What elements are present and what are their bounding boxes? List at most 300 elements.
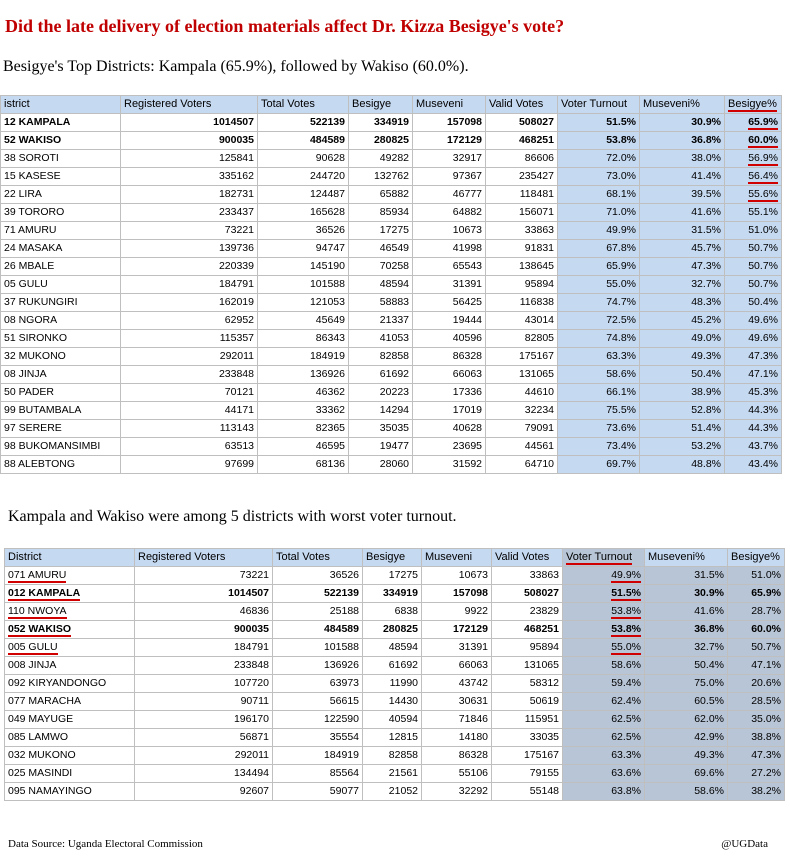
value-cell: 60.0% <box>725 132 782 150</box>
value-cell: 63973 <box>273 675 363 693</box>
value-cell: 49282 <box>349 150 413 168</box>
value-cell: 49.9% <box>558 222 640 240</box>
value-cell: 36526 <box>273 567 363 585</box>
table-row <box>1 132 782 150</box>
value-cell: 65.9% <box>558 258 640 276</box>
value-cell: 62.5% <box>563 711 645 729</box>
page-title: Did the late delivery of election materials affect Dr. Kizza Besigye's vote? <box>5 16 565 36</box>
value-cell: 74.8% <box>558 330 640 348</box>
value-cell: 131065 <box>486 366 558 384</box>
value-cell: 38.2% <box>728 783 785 801</box>
value-cell: 86328 <box>422 747 492 765</box>
value-cell: 334919 <box>363 585 422 603</box>
value-cell: 73.4% <box>558 438 640 456</box>
value-cell: 138645 <box>486 258 558 276</box>
value-cell: 31391 <box>413 276 486 294</box>
value-cell: 61692 <box>363 657 422 675</box>
value-cell: 33035 <box>492 729 563 747</box>
table-row <box>1 204 782 222</box>
value-cell: 235427 <box>486 168 558 186</box>
value-cell: 33863 <box>492 567 563 585</box>
value-cell: 172129 <box>413 132 486 150</box>
value-cell: 19444 <box>413 312 486 330</box>
value-cell: 233848 <box>121 366 258 384</box>
column-header: Besigye% <box>725 96 782 114</box>
value-cell: 48594 <box>363 639 422 657</box>
value-cell: 97699 <box>121 456 258 474</box>
table-row <box>5 693 785 711</box>
value-cell: 51.5% <box>563 585 645 603</box>
value-cell: 46595 <box>258 438 349 456</box>
district-cell: 26 MBALE <box>1 258 121 276</box>
value-cell: 50.7% <box>728 639 785 657</box>
value-cell: 101588 <box>273 639 363 657</box>
district-cell: 077 MARACHA <box>5 693 135 711</box>
value-cell: 41.6% <box>640 204 725 222</box>
district-cell: 32 MUKONO <box>1 348 121 366</box>
value-cell: 49.9% <box>563 567 645 585</box>
district-cell: 71 AMURU <box>1 222 121 240</box>
value-cell: 484589 <box>273 621 363 639</box>
value-cell: 184791 <box>135 639 273 657</box>
table-row <box>1 168 782 186</box>
value-cell: 41.4% <box>640 168 725 186</box>
value-cell: 66063 <box>413 366 486 384</box>
value-cell: 116838 <box>486 294 558 312</box>
table-row <box>1 312 782 330</box>
value-cell: 56.4% <box>725 168 782 186</box>
value-cell: 51.0% <box>725 222 782 240</box>
table-row <box>5 567 785 585</box>
value-cell: 35554 <box>273 729 363 747</box>
value-cell: 122590 <box>273 711 363 729</box>
value-cell: 14180 <box>422 729 492 747</box>
value-cell: 92607 <box>135 783 273 801</box>
value-cell: 21337 <box>349 312 413 330</box>
value-cell: 121053 <box>258 294 349 312</box>
value-cell: 12815 <box>363 729 422 747</box>
value-cell: 28.5% <box>728 693 785 711</box>
value-cell: 86343 <box>258 330 349 348</box>
value-cell: 280825 <box>349 132 413 150</box>
value-cell: 65.9% <box>728 585 785 603</box>
value-cell: 17275 <box>363 567 422 585</box>
value-cell: 220339 <box>121 258 258 276</box>
district-cell: 15 KASESE <box>1 168 121 186</box>
value-cell: 79091 <box>486 420 558 438</box>
table-row <box>1 186 782 204</box>
value-cell: 50.4% <box>725 294 782 312</box>
value-cell: 38.9% <box>640 384 725 402</box>
value-cell: 40594 <box>363 711 422 729</box>
value-cell: 67.8% <box>558 240 640 258</box>
table-row <box>1 456 782 474</box>
value-cell: 55.1% <box>725 204 782 222</box>
value-cell: 145190 <box>258 258 349 276</box>
value-cell: 522139 <box>258 114 349 132</box>
value-cell: 468251 <box>492 621 563 639</box>
value-cell: 131065 <box>492 657 563 675</box>
value-cell: 69.6% <box>645 765 728 783</box>
value-cell: 28.7% <box>728 603 785 621</box>
value-cell: 46836 <box>135 603 273 621</box>
twitter-handle: @UGData <box>721 838 768 850</box>
column-header: Voter Turnout <box>558 96 640 114</box>
district-cell: 032 MUKONO <box>5 747 135 765</box>
district-cell: 52 WAKISO <box>1 132 121 150</box>
value-cell: 46777 <box>413 186 486 204</box>
column-header: Museveni% <box>640 96 725 114</box>
value-cell: 17019 <box>413 402 486 420</box>
district-cell: 08 NGORA <box>1 312 121 330</box>
value-cell: 184919 <box>273 747 363 765</box>
value-cell: 32.7% <box>645 639 728 657</box>
column-header: istrict <box>1 96 121 114</box>
district-cell: 98 BUKOMANSIMBI <box>1 438 121 456</box>
value-cell: 55.0% <box>563 639 645 657</box>
table-row <box>5 603 785 621</box>
value-cell: 196170 <box>135 711 273 729</box>
value-cell: 136926 <box>273 657 363 675</box>
value-cell: 50619 <box>492 693 563 711</box>
value-cell: 47.3% <box>728 747 785 765</box>
value-cell: 58.6% <box>558 366 640 384</box>
value-cell: 79155 <box>492 765 563 783</box>
worst-turnout-table <box>4 548 785 801</box>
district-cell: 092 KIRYANDONGO <box>5 675 135 693</box>
table-row <box>5 675 785 693</box>
value-cell: 43014 <box>486 312 558 330</box>
value-cell: 292011 <box>135 747 273 765</box>
value-cell: 52.8% <box>640 402 725 420</box>
value-cell: 134494 <box>135 765 273 783</box>
value-cell: 32917 <box>413 150 486 168</box>
value-cell: 47.3% <box>640 258 725 276</box>
value-cell: 85934 <box>349 204 413 222</box>
value-cell: 43.7% <box>725 438 782 456</box>
value-cell: 62.0% <box>645 711 728 729</box>
value-cell: 61692 <box>349 366 413 384</box>
value-cell: 41.6% <box>645 603 728 621</box>
value-cell: 63.3% <box>563 747 645 765</box>
value-cell: 64710 <box>486 456 558 474</box>
district-cell: 085 LAMWO <box>5 729 135 747</box>
value-cell: 9922 <box>422 603 492 621</box>
value-cell: 50.7% <box>725 240 782 258</box>
value-cell: 95894 <box>492 639 563 657</box>
value-cell: 1014507 <box>121 114 258 132</box>
value-cell: 55148 <box>492 783 563 801</box>
value-cell: 55106 <box>422 765 492 783</box>
district-cell: 012 KAMPALA <box>5 585 135 603</box>
value-cell: 53.8% <box>558 132 640 150</box>
value-cell: 59.4% <box>563 675 645 693</box>
value-cell: 75.5% <box>558 402 640 420</box>
value-cell: 44561 <box>486 438 558 456</box>
value-cell: 55.6% <box>725 186 782 204</box>
value-cell: 59077 <box>273 783 363 801</box>
column-header: Registered Voters <box>121 96 258 114</box>
value-cell: 900035 <box>135 621 273 639</box>
value-cell: 44.3% <box>725 420 782 438</box>
value-cell: 85564 <box>273 765 363 783</box>
value-cell: 51.0% <box>728 567 785 585</box>
value-cell: 132762 <box>349 168 413 186</box>
value-cell: 82858 <box>349 348 413 366</box>
value-cell: 14294 <box>349 402 413 420</box>
value-cell: 157098 <box>422 585 492 603</box>
value-cell: 51.5% <box>558 114 640 132</box>
value-cell: 43.4% <box>725 456 782 474</box>
value-cell: 17275 <box>349 222 413 240</box>
value-cell: 175167 <box>492 747 563 765</box>
district-cell: 025 MASINDI <box>5 765 135 783</box>
column-header: District <box>5 549 135 567</box>
table-row <box>5 585 785 603</box>
value-cell: 32234 <box>486 402 558 420</box>
value-cell: 65543 <box>413 258 486 276</box>
value-cell: 20223 <box>349 384 413 402</box>
value-cell: 50.4% <box>645 657 728 675</box>
value-cell: 62.5% <box>563 729 645 747</box>
column-header: Museveni% <box>645 549 728 567</box>
value-cell: 73221 <box>121 222 258 240</box>
district-cell: 99 BUTAMBALA <box>1 402 121 420</box>
value-cell: 27.2% <box>728 765 785 783</box>
value-cell: 31.5% <box>645 567 728 585</box>
value-cell: 6838 <box>363 603 422 621</box>
value-cell: 115951 <box>492 711 563 729</box>
value-cell: 72.0% <box>558 150 640 168</box>
value-cell: 41053 <box>349 330 413 348</box>
column-header: Valid Votes <box>492 549 563 567</box>
value-cell: 63513 <box>121 438 258 456</box>
value-cell: 23695 <box>413 438 486 456</box>
value-cell: 30.9% <box>640 114 725 132</box>
value-cell: 42.9% <box>645 729 728 747</box>
table-row <box>1 330 782 348</box>
value-cell: 292011 <box>121 348 258 366</box>
value-cell: 71846 <box>422 711 492 729</box>
value-cell: 35.0% <box>728 711 785 729</box>
value-cell: 49.6% <box>725 330 782 348</box>
value-cell: 56871 <box>135 729 273 747</box>
value-cell: 508027 <box>492 585 563 603</box>
value-cell: 48594 <box>349 276 413 294</box>
district-cell: 110 NWOYA <box>5 603 135 621</box>
district-cell: 12 KAMPALA <box>1 114 121 132</box>
district-cell: 22 LIRA <box>1 186 121 204</box>
district-cell: 05 GULU <box>1 276 121 294</box>
value-cell: 66.1% <box>558 384 640 402</box>
value-cell: 68.1% <box>558 186 640 204</box>
value-cell: 14430 <box>363 693 422 711</box>
district-cell: 08 JINJA <box>1 366 121 384</box>
table-row <box>1 240 782 258</box>
value-cell: 17336 <box>413 384 486 402</box>
value-cell: 46362 <box>258 384 349 402</box>
data-source-note: Data Source: Uganda Electoral Commission <box>8 838 203 850</box>
value-cell: 65882 <box>349 186 413 204</box>
value-cell: 44.3% <box>725 402 782 420</box>
value-cell: 41998 <box>413 240 486 258</box>
value-cell: 30631 <box>422 693 492 711</box>
district-cell: 37 RUKUNGIRI <box>1 294 121 312</box>
column-header: Museveni <box>422 549 492 567</box>
value-cell: 49.3% <box>645 747 728 765</box>
value-cell: 10673 <box>413 222 486 240</box>
value-cell: 40596 <box>413 330 486 348</box>
value-cell: 44171 <box>121 402 258 420</box>
table-row <box>5 765 785 783</box>
value-cell: 70121 <box>121 384 258 402</box>
value-cell: 162019 <box>121 294 258 312</box>
district-cell: 24 MASAKA <box>1 240 121 258</box>
table-row <box>1 420 782 438</box>
value-cell: 45.3% <box>725 384 782 402</box>
value-cell: 522139 <box>273 585 363 603</box>
district-cell: 005 GULU <box>5 639 135 657</box>
value-cell: 56425 <box>413 294 486 312</box>
value-cell: 73.0% <box>558 168 640 186</box>
table-row <box>1 384 782 402</box>
value-cell: 95894 <box>486 276 558 294</box>
table-row <box>5 747 785 765</box>
table-row <box>5 657 785 675</box>
value-cell: 175167 <box>486 348 558 366</box>
value-cell: 58.6% <box>563 657 645 675</box>
value-cell: 48.8% <box>640 456 725 474</box>
value-cell: 11990 <box>363 675 422 693</box>
value-cell: 21052 <box>363 783 422 801</box>
table-row <box>1 258 782 276</box>
value-cell: 47.1% <box>728 657 785 675</box>
value-cell: 184791 <box>121 276 258 294</box>
value-cell: 49.6% <box>725 312 782 330</box>
value-cell: 68136 <box>258 456 349 474</box>
value-cell: 335162 <box>121 168 258 186</box>
value-cell: 50.7% <box>725 258 782 276</box>
value-cell: 90628 <box>258 150 349 168</box>
table-row <box>1 402 782 420</box>
value-cell: 280825 <box>363 621 422 639</box>
value-cell: 233437 <box>121 204 258 222</box>
value-cell: 508027 <box>486 114 558 132</box>
value-cell: 53.8% <box>563 621 645 639</box>
value-cell: 45.7% <box>640 240 725 258</box>
value-cell: 73221 <box>135 567 273 585</box>
value-cell: 32292 <box>422 783 492 801</box>
top-districts-subtitle: Besigye's Top Districts: Kampala (65.9%), followed by Wakiso (60.0%). <box>3 58 469 75</box>
value-cell: 101588 <box>258 276 349 294</box>
table-row <box>1 276 782 294</box>
value-cell: 115357 <box>121 330 258 348</box>
value-cell: 40628 <box>413 420 486 438</box>
value-cell: 75.0% <box>645 675 728 693</box>
value-cell: 50.7% <box>725 276 782 294</box>
value-cell: 184919 <box>258 348 349 366</box>
table-row <box>1 294 782 312</box>
table-row <box>1 348 782 366</box>
value-cell: 1014507 <box>135 585 273 603</box>
value-cell: 334919 <box>349 114 413 132</box>
table-row <box>1 366 782 384</box>
value-cell: 53.8% <box>563 603 645 621</box>
table-row <box>5 729 785 747</box>
value-cell: 35035 <box>349 420 413 438</box>
value-cell: 56615 <box>273 693 363 711</box>
value-cell: 58883 <box>349 294 413 312</box>
column-header: Besigye <box>349 96 413 114</box>
value-cell: 82805 <box>486 330 558 348</box>
district-cell: 50 PADER <box>1 384 121 402</box>
value-cell: 66063 <box>422 657 492 675</box>
district-cell: 51 SIRONKO <box>1 330 121 348</box>
value-cell: 157098 <box>413 114 486 132</box>
value-cell: 21561 <box>363 765 422 783</box>
district-cell: 008 JINJA <box>5 657 135 675</box>
column-header: Total Votes <box>273 549 363 567</box>
value-cell: 71.0% <box>558 204 640 222</box>
value-cell: 484589 <box>258 132 349 150</box>
value-cell: 46549 <box>349 240 413 258</box>
value-cell: 64882 <box>413 204 486 222</box>
value-cell: 45649 <box>258 312 349 330</box>
value-cell: 48.3% <box>640 294 725 312</box>
value-cell: 31592 <box>413 456 486 474</box>
value-cell: 38.8% <box>728 729 785 747</box>
table-row <box>1 222 782 240</box>
value-cell: 139736 <box>121 240 258 258</box>
value-cell: 60.5% <box>645 693 728 711</box>
value-cell: 165628 <box>258 204 349 222</box>
column-header: Total Votes <box>258 96 349 114</box>
value-cell: 97367 <box>413 168 486 186</box>
value-cell: 900035 <box>121 132 258 150</box>
value-cell: 36526 <box>258 222 349 240</box>
value-cell: 94747 <box>258 240 349 258</box>
value-cell: 86328 <box>413 348 486 366</box>
value-cell: 172129 <box>422 621 492 639</box>
value-cell: 74.7% <box>558 294 640 312</box>
column-header: Besigye% <box>728 549 785 567</box>
value-cell: 31391 <box>422 639 492 657</box>
table-row <box>1 150 782 168</box>
value-cell: 53.2% <box>640 438 725 456</box>
value-cell: 82365 <box>258 420 349 438</box>
value-cell: 45.2% <box>640 312 725 330</box>
value-cell: 60.0% <box>728 621 785 639</box>
value-cell: 156071 <box>486 204 558 222</box>
value-cell: 47.3% <box>725 348 782 366</box>
table-row <box>5 639 785 657</box>
value-cell: 107720 <box>135 675 273 693</box>
value-cell: 58312 <box>492 675 563 693</box>
table-row <box>5 783 785 801</box>
table-row <box>5 711 785 729</box>
value-cell: 36.8% <box>645 621 728 639</box>
value-cell: 39.5% <box>640 186 725 204</box>
value-cell: 91831 <box>486 240 558 258</box>
value-cell: 33863 <box>486 222 558 240</box>
value-cell: 72.5% <box>558 312 640 330</box>
value-cell: 49.0% <box>640 330 725 348</box>
value-cell: 468251 <box>486 132 558 150</box>
value-cell: 32.7% <box>640 276 725 294</box>
value-cell: 90711 <box>135 693 273 711</box>
value-cell: 49.3% <box>640 348 725 366</box>
value-cell: 33362 <box>258 402 349 420</box>
